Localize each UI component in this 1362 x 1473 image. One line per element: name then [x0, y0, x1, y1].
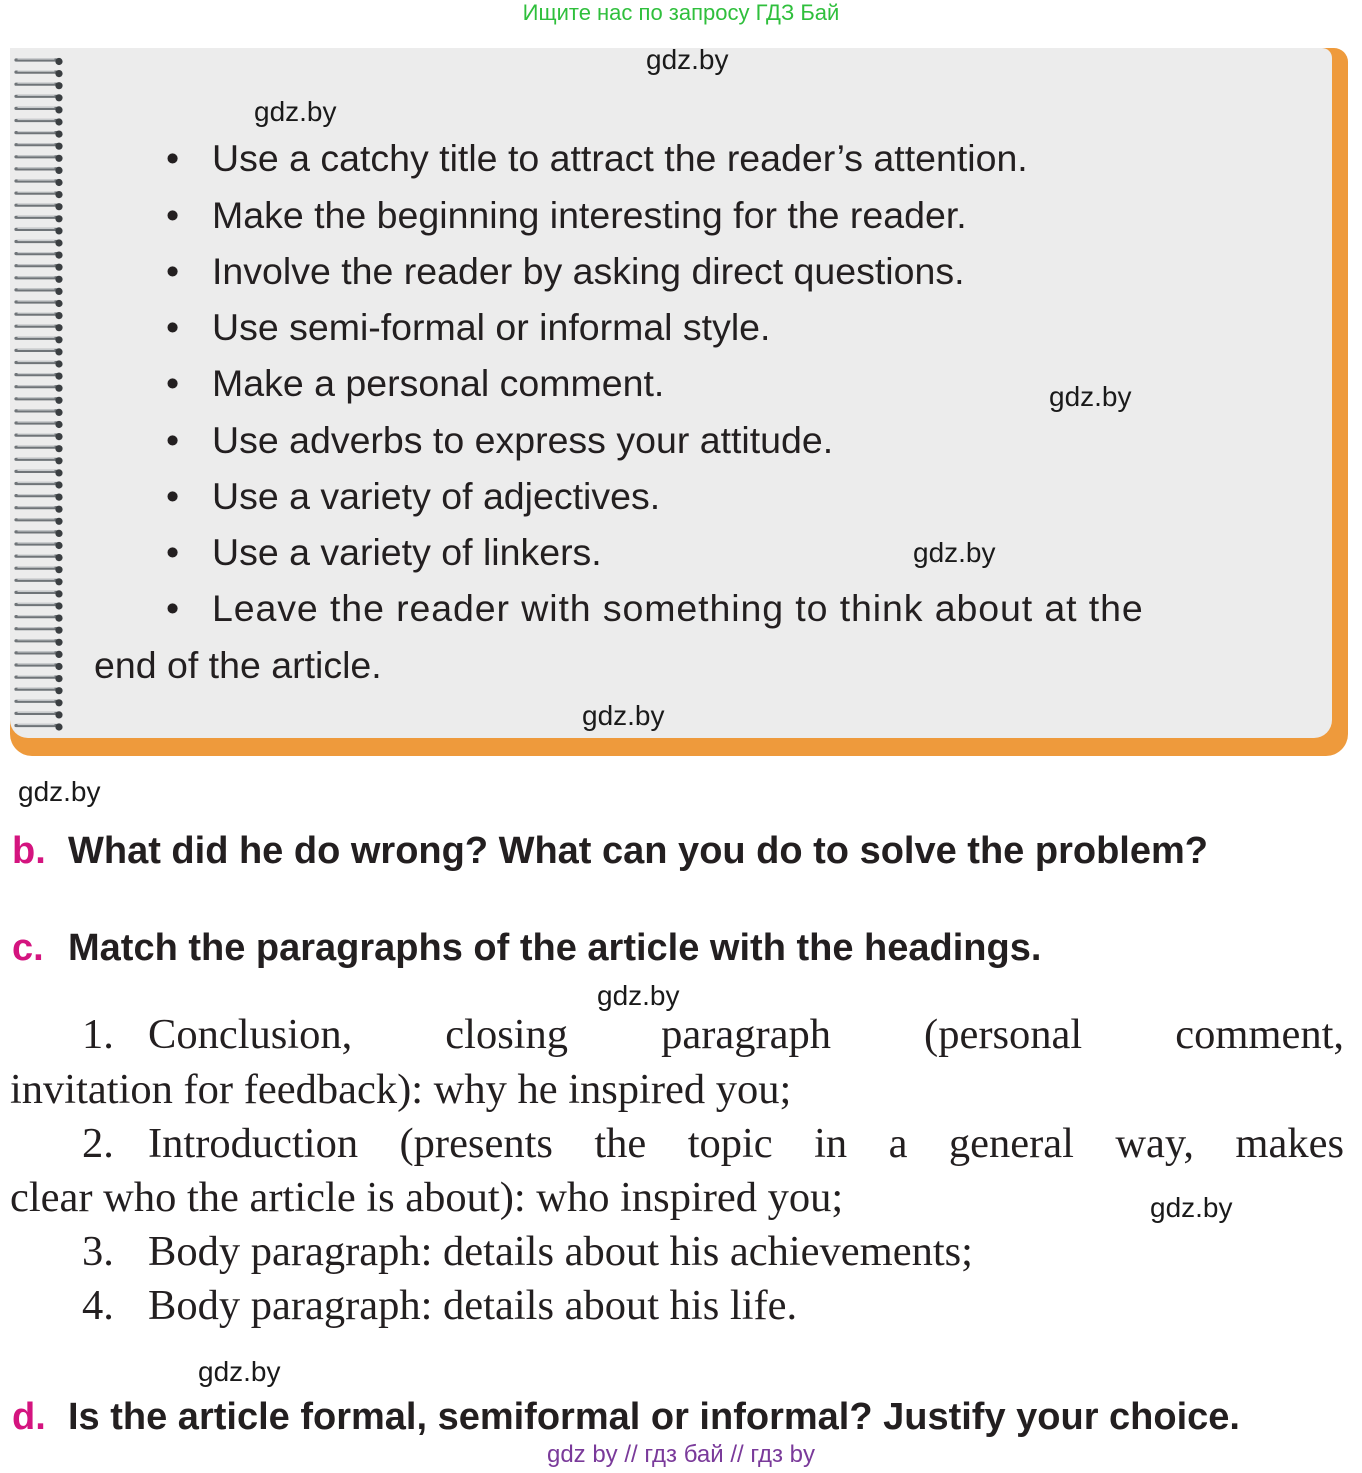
task-c — [12, 925, 1041, 971]
tip-item: • Use adverbs to express your attitude. — [166, 419, 834, 461]
watermark: gdz.by — [582, 700, 665, 731]
watermark: gdz.by — [254, 96, 337, 127]
tip-item-continuation: end of the article. — [94, 644, 382, 686]
heading-item-continuation: clear who the article is about): who inspired you; — [10, 1174, 844, 1221]
watermark: gdz.by — [646, 44, 729, 75]
tip-item: • Use a catchy title to attract the reader’s attention. — [166, 137, 1028, 179]
watermark: gdz.by — [18, 776, 101, 807]
tip-item: • Make the beginning interesting for the reader. — [166, 194, 967, 236]
task-d — [12, 1394, 1240, 1440]
heading-item: 1. Conclusion, closing paragraph (personal comment, — [82, 1011, 1344, 1058]
tip-item: • Make a personal comment. — [166, 362, 665, 404]
watermark: gdz.by — [913, 537, 996, 568]
tip-item: • Leave the reader with something to think about at the — [166, 587, 1144, 629]
watermark: gdz.by — [1049, 381, 1132, 412]
task-text: Is the article formal, semiformal or informal? Justify your choice. — [68, 1396, 1240, 1438]
tip-item: • Involve the reader by asking direct questions. — [166, 250, 965, 292]
footer-links[interactable]: gdz by // гдз бай // гдз by — [546, 1441, 816, 1468]
spiral-binding-icon — [8, 52, 68, 732]
top-banner: Ищите нас по запросу ГДЗ Бай — [522, 0, 840, 25]
watermark: gdz.by — [198, 1356, 281, 1387]
task-text: Match the paragraphs of the article with the headings. — [68, 927, 1042, 969]
task-letter: d. — [12, 1396, 46, 1438]
watermark: gdz.by — [597, 980, 680, 1011]
tip-item: • Use semi-formal or informal style. — [166, 306, 771, 348]
heading-item: 2. Introduction (presents the topic in a general way, makes — [82, 1120, 1344, 1167]
task-letter: c. — [12, 927, 44, 969]
heading-item: 3. Body paragraph: details about his achievements; — [82, 1228, 973, 1275]
task-b — [12, 828, 1208, 874]
task-letter: b. — [12, 830, 46, 872]
tip-item: • Use a variety of adjectives. — [166, 475, 661, 517]
heading-item: 4. Body paragraph: details about his life. — [82, 1282, 798, 1329]
watermark: gdz.by — [1150, 1192, 1233, 1223]
tip-item: • Use a variety of linkers. — [166, 531, 602, 573]
heading-item-continuation: invitation for feedback): why he inspired you; — [10, 1066, 792, 1113]
task-text: What did he do wrong? What can you do to solve the problem? — [68, 830, 1208, 872]
